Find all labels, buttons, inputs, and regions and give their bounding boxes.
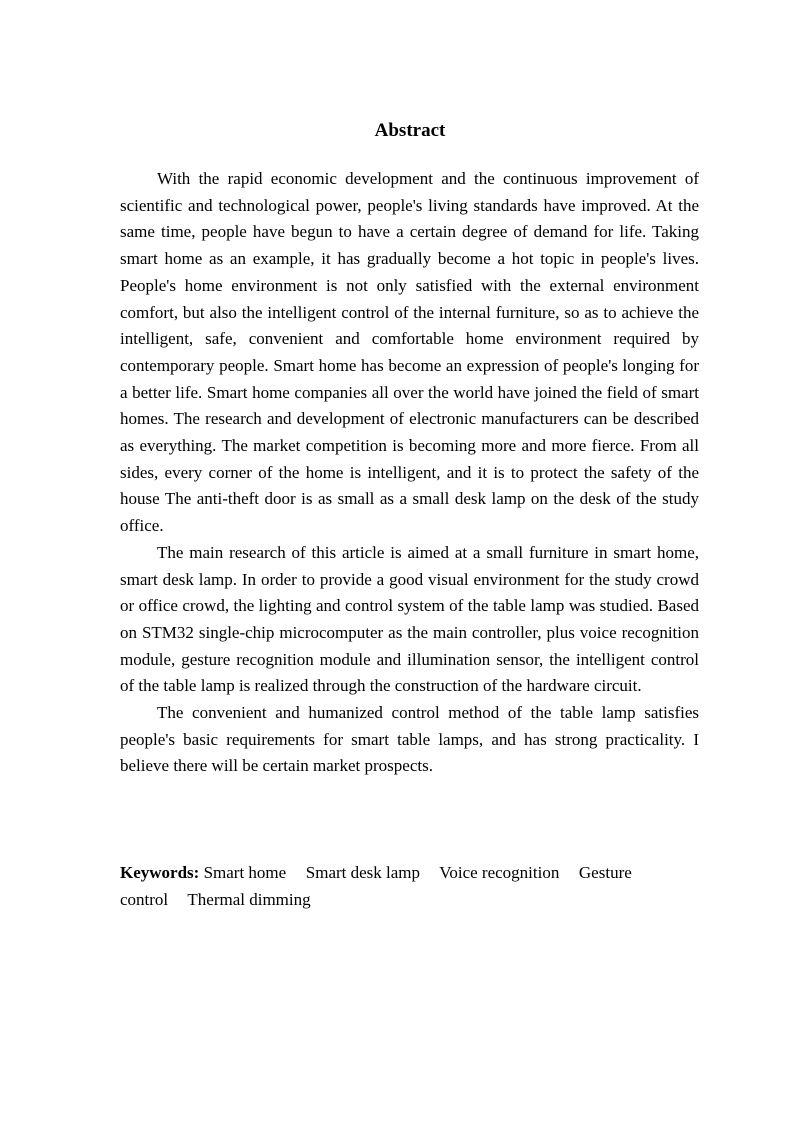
- abstract-paragraph-1: With the rapid economic development and the continuous improvement of scientific and technological power, people's living standards have improved. At the same time, people have begun to have a certain degree of demand for life. Taking smart home as an example, it has gradually become a hot topic in people's lives. People's home environment is not only satisfied with the external environment comfort, but also the intelligent control of the internal furniture, so as to achieve the intelligent, safe, convenient and comfortable home environment required by contemporary people. Smart home has become an expression of people's longing for a better life. Smart home companies all over the world have joined the field of smart homes. The research and development of electronic manufacturers can be described as everything. The market competition is becoming more and more fierce. From all sides, every corner of the home is intelligent, and it is to protect the safety of the house The anti-theft door is as small as a small desk lamp on the desk of the study office.: [120, 169, 699, 536]
- keywords-label: Keywords:: [120, 863, 200, 882]
- keyword-item: Voice recognition: [439, 863, 560, 882]
- keyword-item: Smart desk lamp: [305, 863, 421, 882]
- keyword-item: Gesture control: [120, 863, 632, 909]
- keywords-line: [120, 859, 699, 913]
- keyword-item: Smart home: [203, 863, 287, 882]
- page-title: Abstract: [374, 120, 446, 141]
- abstract-body: [120, 166, 699, 780]
- abstract-paragraph-3: The convenient and humanized control method of the table lamp satisfies people's basic requirements for smart table lamps, and has strong practicality. I believe there will be certain market prospects.: [120, 703, 699, 776]
- keyword-item: Thermal dimming: [187, 890, 311, 909]
- abstract-paragraph-2: The main research of this article is aimed at a small furniture in smart home, smart desk lamp. In order to provide a good visual environment for the study crowd or office crowd, the lighting and control system of the table lamp was studied. Based on STM32 single-chip microcomputer as the main controller, plus voice recognition module, gesture recognition module and illumination sensor, the intelligent control of the table lamp is realized through the construction of the hardware circuit.: [120, 542, 699, 696]
